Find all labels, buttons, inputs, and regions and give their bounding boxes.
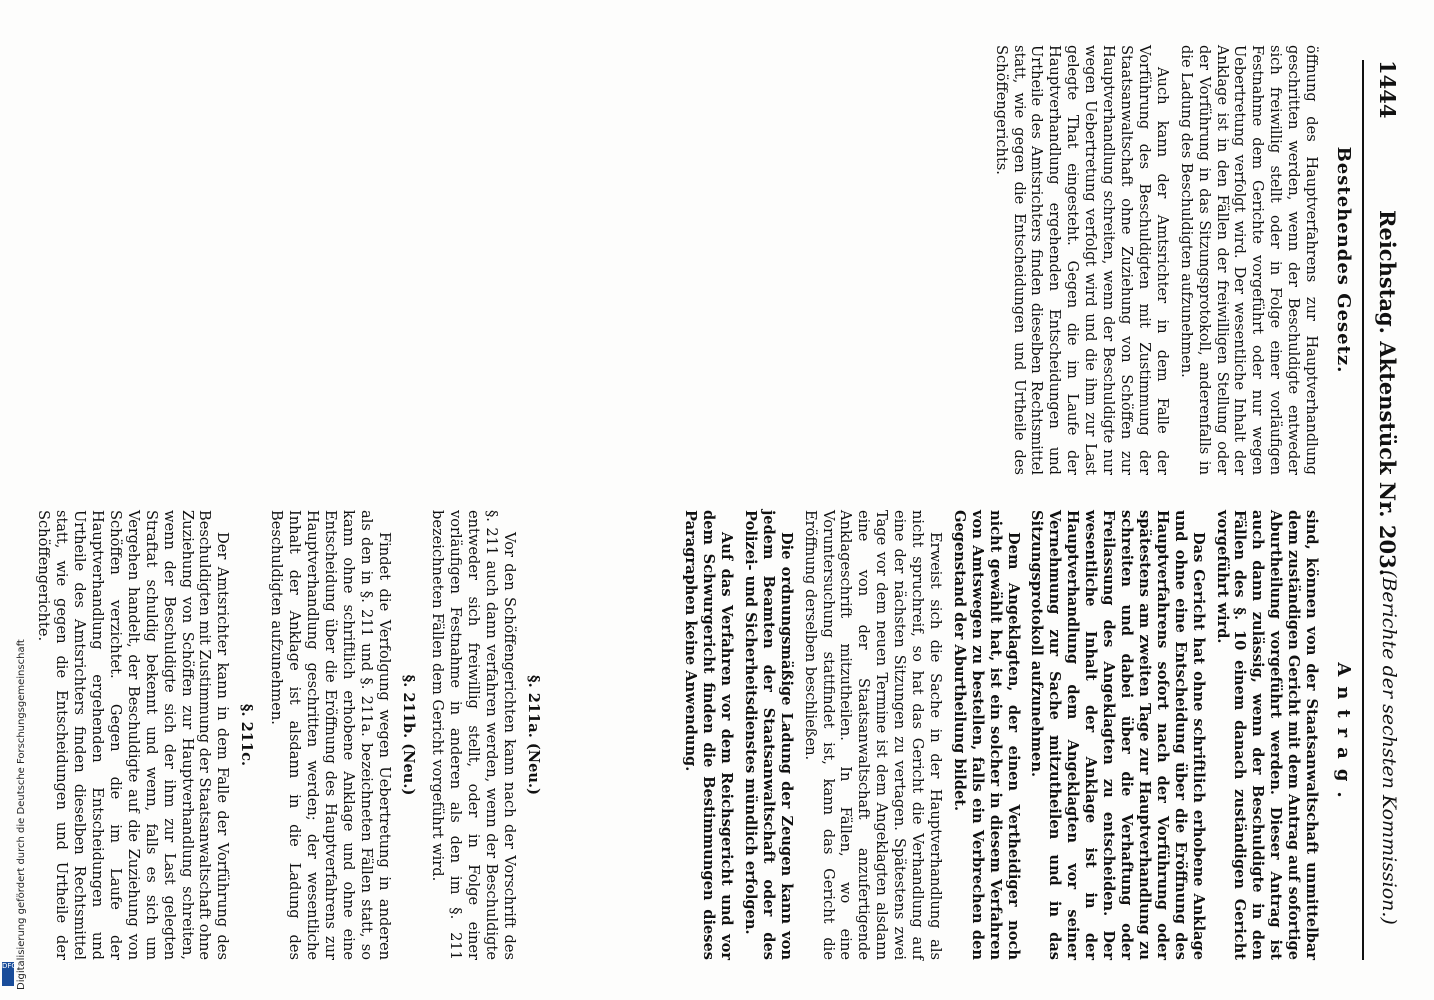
left-paragraph-1: öffnung des Hauptverfahrens zur Hauptverhandlung geschritten werden, wenn der Beschuldigte entweder sich freiwillig stellt oder in Folge einer vorläufigen Festnahme dem Gerichte vorgeführt oder nur wegen Uebertretung verfolgt wird. Der wesentliche Inhalt der Anklage ist in den Fällen der freiwilligen Stellung oder der Vorführung in das Sitzungsprotokoll, anderenfalls in die Ladung des Beschuldigten aufzunehmen.: [1177, 45, 1321, 475]
right-column-heading: Antrag.: [1333, 662, 1354, 808]
page-header: [1362, 60, 1404, 960]
right-paragraph-3: Dem Angeklagten, der einen Vertheidiger noch nicht gewählt hat, ist ein solcher in diesem Verfahren von Amtswegen zu bestellen, falls ein Verbrechen den Gegenstand der Aburtheilung bildet.: [950, 510, 1022, 960]
page-number: 1444: [1375, 60, 1400, 119]
section-211a-title: §. 211a. (Neu.): [525, 675, 542, 795]
left-column-existing-law: [986, 45, 1352, 475]
section-211c-title: §. 211c.: [238, 703, 256, 767]
section-211a-text: Vor den Schöffengerichten kann nach der Vorschrift des §. 211 auch dann verfahren werden, wenn der Beschuldigte entweder sich freiwillig stellt, oder in Folge einer vorläufigen Festnahme in anderen als den im §. 211 bezeichneten Fällen dem Gericht vorgeführt wird.: [429, 510, 519, 960]
header-title: Reichstag. Aktenstück Nr. 203.: [1375, 210, 1400, 576]
lower-sections: [28, 510, 554, 960]
left-column-heading: Bestehendes Gesetz.: [1333, 146, 1354, 374]
right-paragraph-2: Das Gericht hat ohne schriftlich erhobene Anklage und ohne eine Entscheidung über die Eröffnung des Hauptverfahrens sofort nach der Vorführung oder spätestens am zweiten Tage zur Hauptverhandlung zu schreiten und dabei über die Verhaftung oder Freilassung des Angeklagten zu entscheiden. Der wesentliche Inhalt der Anklage ist in der Hauptverhandlung dem Angeklagten vor seiner Vernehmung zur Sache mitzutheilen und in das Sitzungsprotokoll aufzunehmen.: [1028, 510, 1207, 960]
section-211c-text: Der Amtsrichter kann in dem Falle der Vorführung des Beschuldigten mit Zustimmung der Staatsanwaltschaft ohne Zuziehung von Schöffen zur Hauptverhandlung schreiten, wenn der Beschuldigte sich der ihm zur Last gelegten Straftat schuldig bekennt und wenn, falls es sich um Vergehen handelt, der Beschuldigte auf die Zuziehung von Schöffen verzichtet. Gegen die im Laufe der Hauptverhandlung ergehenden Entscheidungen und Urtheile des Amtsrichters finden dieselben Rechtsmittel statt, wie gegen die Entscheidungen und Urtheile der Schöffengerichte.: [35, 510, 232, 960]
right-paragraph-6: Auf das Verfahren vor dem Reichsgericht und vor dem Schwurgericht finden die Bestimmungen dieses Paragraphen keine Anwendung.: [682, 510, 735, 960]
left-paragraph-2: Auch kann der Amtsrichter in dem Falle der Vorführung des Beschuldigten mit Zustimmung der Staatsanwaltschaft ohne Zuziehung von Schöffen zur Hauptverhandlung schreiten, wenn der Beschuldigte nur wegen Uebertretung verfolgt wird und die ihm zur Last gelegte That eingesteht. Gegen die im Laufe der Hauptverhandlung ergehenden Entscheidungen und Urtheile des Amtsrichters finden dieselben Rechtsmittel statt, wie gegen die Entscheidungen und Urtheile des Schöffengerichts.: [992, 45, 1171, 475]
dfg-logo: DFG: [2, 962, 14, 986]
right-column-motion: [675, 510, 1352, 960]
section-211b-text: Findet die Verfolgung wegen Uebertretung in anderen als den in §. 211 und §. 211a. bezeichneten Fällen statt, so kann ohne schriftlich erhobene Anklage und ohne eine Entscheidung über die Eröffnung des Hauptverfahrens zur Hauptverhandlung geschritten werden; der wesentliche Inhalt der Anklage ist alsdann in die Ladung des Beschuldigten aufzunehmen.: [268, 510, 393, 960]
right-paragraph-4: Erweist sich die Sache in der Hauptverhandlung als nicht spruchreif, so hat das Gericht die Verhandlung auf eine der nächsten Sitzungen zu vertagen. Spätestens zwei Tage vor dem neuen Termine ist dem Angeklagten alsdann eine von der Staatsanwaltschaft anzufertigende Anklageschrift mitzutheilen. In Fällen, wo eine Voruntersuchung stattfindet ist, kann das Gericht die Eröffnung derselben beschließen.: [801, 510, 944, 960]
digitization-credit: Digitalisierung gefördert durch die Deutsche Forschungsgemeinschaft: [16, 639, 27, 990]
right-paragraph-1: sind, können von der Staatsanwaltschaft unmittelbar dem zuständigen Gericht mit dem Antrag auf sofortige Aburtheilung vorgeführt werden. Dieser Antrag ist auch dann zulässig, wenn der Beschuldigte in den Fällen des §. 10 einem danach zuständigen Gericht vorgeführt wird.: [1213, 510, 1321, 960]
right-paragraph-5: Die ordnungsmäßige Ladung der Zeugen kann von jedem Beamten der Staatsanwaltschaft oder des Polizei- und Sicherheitsdienstes mündlich erfolgen.: [741, 510, 795, 960]
section-211b-title: §. 211b. (Neu.): [399, 674, 417, 796]
header-subtitle: (Berichte der sechsten Kommission.): [1378, 570, 1400, 925]
